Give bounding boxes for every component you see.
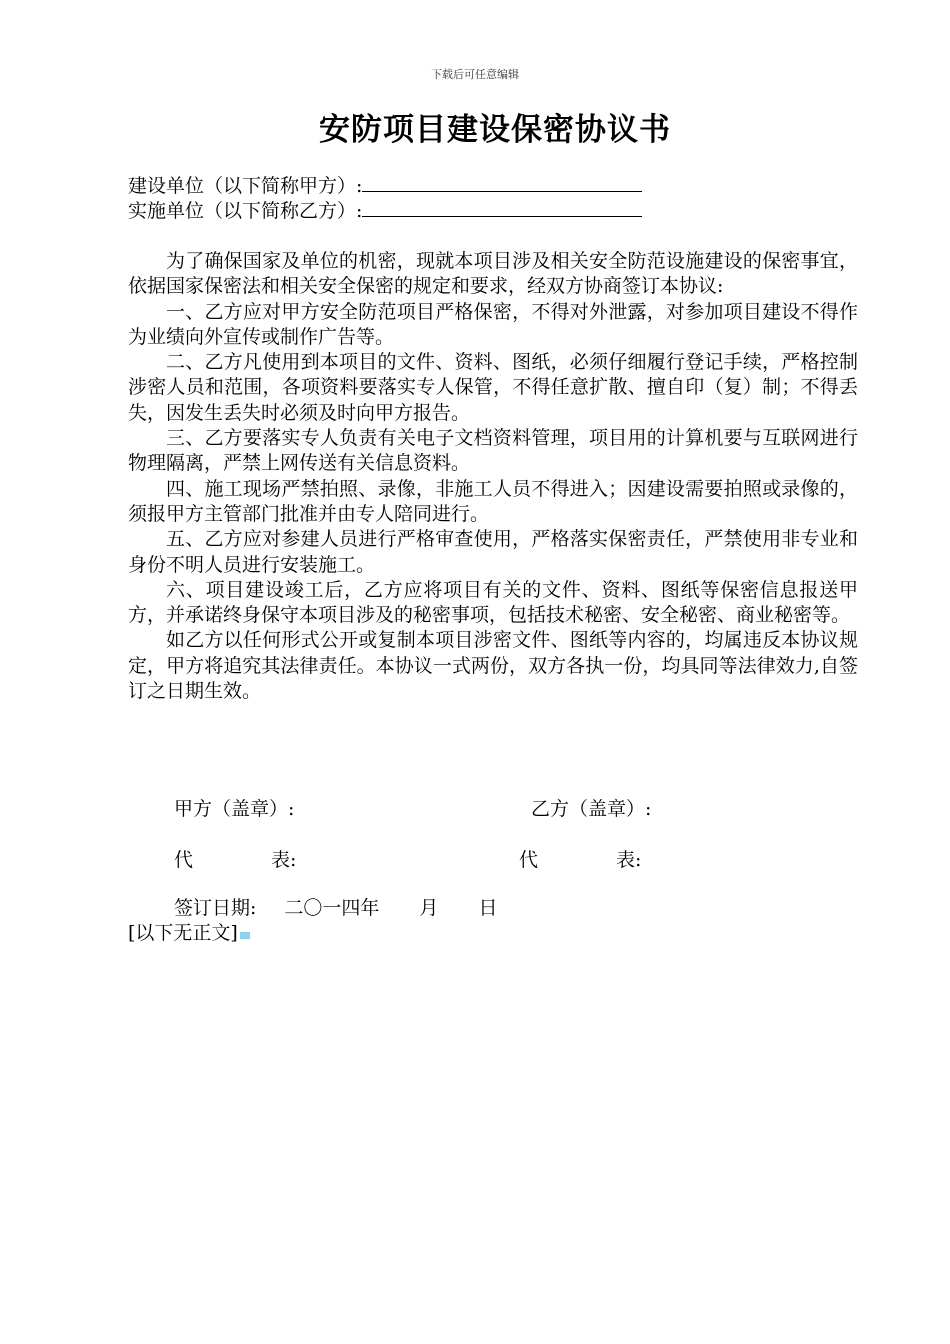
paragraph-clause-2: 二、乙方凡使用到本项目的文件、资料、图纸，必须仔细履行登记手续，严格控制涉密人员和范围，各项资料要落实专人保管，不得任意扩散、擅自印（复）制；不得丢失，因发生丢失时必须及时向甲方报告。 [128, 351, 858, 424]
paragraph-intro: 为了确保国家及单位的机密，现就本项目涉及相关安全防范设施建设的保密事宜，依据国家保密法和相关安全保密的规定和要求，经双方协商签订本协议: [128, 250, 858, 298]
party-a-label: 建设单位（以下简称甲方）: [128, 175, 363, 197]
header-note: 下载后可任意编辑 [431, 68, 519, 81]
party-b-blank [362, 200, 642, 217]
signing-date [174, 896, 497, 920]
party-a-rep-label: 表: [271, 849, 297, 871]
party-b-label: 实施单位（以下简称乙方）: [128, 200, 363, 222]
paragraph-clause-3: 三、乙方要落实专人负责有关电子文档资料管理，项目用的计算机要与互联网进行物理隔离，严禁上网传送有关信息资料。 [128, 427, 858, 475]
end-note: [以下无正文] [128, 922, 238, 944]
party-a-rep-char: 代 [174, 849, 194, 871]
party-a-line [128, 174, 642, 198]
party-b-line [128, 199, 642, 223]
date-day: 日 [478, 897, 498, 919]
paragraph-liability: 如乙方以任何形式公开或复制本项目涉密文件、图纸等内容的，均属违反本协议规定，甲方将追究其法律责任。本协议一式两份，双方各执一份，均具同等法律效力,自签订之日期生效。 [128, 629, 858, 703]
paragraph-clause-1: 一、乙方应对甲方安全防范项目严格保密，不得对外泄露，对参加项目建设不得作为业绩向外宣传或制作广告等。 [128, 300, 858, 348]
party-a-blank [362, 175, 642, 192]
text-cursor-mark [240, 932, 250, 939]
party-a-seal: 甲方（盖章）: [174, 798, 295, 820]
date-month: 月 [419, 897, 439, 919]
party-b-seal: 乙方（盖章）: [531, 798, 652, 820]
document-title: 安防项目建设保密协议书 [319, 112, 671, 148]
agreement-body [128, 249, 858, 704]
party-b-rep-label: 表: [616, 849, 642, 871]
paragraph-clause-5: 五、乙方应对参建人员进行严格审查使用，严格落实保密责任，严禁使用非专业和身份不明人员进行安装施工。 [128, 528, 858, 576]
party-b-rep-char: 代 [519, 849, 539, 871]
date-year: 二〇一四年 [284, 897, 380, 919]
date-label: 签订日期: [174, 897, 257, 919]
party-b-representative [519, 848, 641, 872]
paragraph-clause-6: 六、项目建设竣工后，乙方应将项目有关的文件、资料、图纸等保密信息报送甲方，并承诺终身保守本项目涉及的秘密事项，包括技术秘密、安全秘密、商业秘密等。 [128, 578, 858, 627]
party-a-representative [174, 848, 296, 872]
paragraph-clause-4: 四、施工现场严禁拍照、录像，非施工人员不得进入；因建设需要拍照或录像的，须报甲方主管部门批准并由专人陪同进行。 [128, 477, 858, 525]
end-note-line [128, 921, 250, 945]
